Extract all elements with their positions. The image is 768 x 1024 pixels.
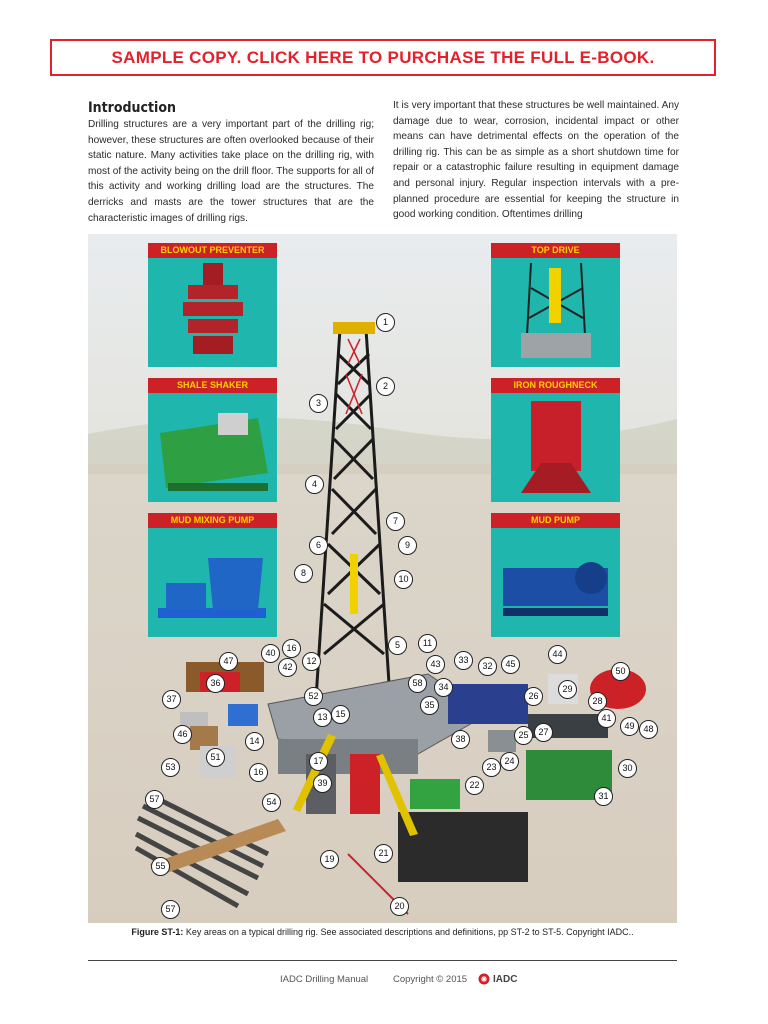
purchase-banner[interactable]: SAMPLE COPY. CLICK HERE TO PURCHASE THE FULL E-BOOK.: [50, 39, 716, 76]
panel-title: SHALE SHAKER: [148, 378, 277, 393]
callout-30: 30: [618, 759, 637, 778]
callout-5: 5: [388, 636, 407, 655]
callout-37: 37: [162, 690, 181, 709]
callout-45: 45: [501, 655, 520, 674]
callout-16a: 16: [282, 639, 301, 658]
intro-right-text: It is very important that these structures be well maintained. Any damage due to wear, corrosion, incidental impact or other means can have detrimental effects on the operation of the drilling rig. This can be as simple as a short shutdown time for repair or a catastrophic failure resulting in equipment damage and personal injury. Regular inspection intervals with a pre-planned procedure are essential for keeping the structure in good working condition. Oftentimes drilling: [393, 100, 679, 221]
callout-52: 52: [304, 687, 323, 706]
callout-47: 47: [219, 652, 238, 671]
iadc-logo-text: IADC: [493, 973, 518, 985]
callout-38: 38: [451, 730, 470, 749]
panel-shale-shaker: [148, 378, 277, 502]
callout-4: 4: [305, 475, 324, 494]
panel-title: IRON ROUGHNECK: [491, 378, 620, 393]
callout-35: 35: [420, 696, 439, 715]
callout-58: 58: [408, 674, 427, 693]
callout-1: 1: [376, 313, 395, 332]
callout-23: 23: [482, 758, 501, 777]
callout-19: 19: [320, 850, 339, 869]
callout-3: 3: [309, 394, 328, 413]
callout-57b: 57: [161, 900, 180, 919]
callout-43: 43: [426, 655, 445, 674]
callout-48: 48: [639, 720, 658, 739]
callout-49: 49: [620, 717, 639, 736]
callout-20: 20: [390, 897, 409, 916]
drilling-rig-figure: [88, 234, 677, 923]
callout-28: 28: [588, 692, 607, 711]
top-drive-icon: [491, 258, 620, 367]
panel-mud-pump: [491, 513, 620, 637]
callout-6: 6: [309, 536, 328, 555]
caption-label: Figure ST-1:: [131, 927, 184, 937]
callout-11: 11: [418, 634, 437, 653]
callout-53: 53: [161, 758, 180, 777]
callout-10: 10: [394, 570, 413, 589]
mud-pump-icon: [491, 528, 620, 637]
callout-40: 40: [261, 644, 280, 663]
callout-51: 51: [206, 748, 225, 767]
callout-42: 42: [278, 658, 297, 677]
intro-left-text: Drilling structures are a very important part of the drilling rig; however, these structures are often overlooked because of their static nature. Many activities take place on the drilling rig, with most of the activity being on the drill floor. The supports for all of this activity and working drilling load are the structures. The derricks and masts are the tower structures that are the characteristic images of drilling rigs.: [88, 119, 374, 224]
footer-copyright: Copyright © 2015: [393, 974, 468, 985]
callout-57a: 57: [145, 790, 164, 809]
callout-22: 22: [465, 776, 484, 795]
intro-left-column: [88, 100, 374, 226]
callout-9: 9: [398, 536, 417, 555]
callout-8: 8: [294, 564, 313, 583]
callout-13: 13: [313, 708, 332, 727]
mud-mixing-pump-icon: [148, 528, 277, 637]
footer-title: IADC Drilling Manual: [280, 974, 369, 985]
callout-2: 2: [376, 377, 395, 396]
callout-27: 27: [534, 723, 553, 742]
callout-44: 44: [548, 645, 567, 664]
panel-title: BLOWOUT PREVENTER: [148, 243, 277, 258]
page-footer: [0, 974, 768, 988]
callout-7: 7: [386, 512, 405, 531]
panel-blowout-preventer: [148, 243, 277, 367]
callout-54: 54: [262, 793, 281, 812]
callout-14: 14: [245, 732, 264, 751]
callout-12: 12: [302, 652, 321, 671]
iron-roughneck-icon: [491, 393, 620, 502]
callout-26: 26: [524, 687, 543, 706]
callout-31: 31: [594, 787, 613, 806]
callout-39: 39: [313, 774, 332, 793]
intro-right-column: [393, 98, 679, 223]
panel-title: MUD MIXING PUMP: [148, 513, 277, 528]
callout-34: 34: [434, 678, 453, 697]
callout-16b: 16: [249, 763, 268, 782]
callout-41: 41: [597, 709, 616, 728]
callout-36: 36: [206, 674, 225, 693]
blowout-preventer-icon: [148, 258, 277, 367]
callout-50: 50: [611, 662, 630, 681]
intro-heading: Introduction: [88, 100, 176, 116]
panel-title: TOP DRIVE: [491, 243, 620, 258]
callout-33: 33: [454, 651, 473, 670]
callout-29: 29: [558, 680, 577, 699]
callout-46: 46: [173, 725, 192, 744]
iadc-logo: [478, 973, 517, 985]
callout-24: 24: [500, 752, 519, 771]
callout-55: 55: [151, 857, 170, 876]
panel-top-drive: [491, 243, 620, 367]
shale-shaker-icon: [148, 393, 277, 502]
callout-17: 17: [309, 752, 328, 771]
panel-mud-mixing-pump: [148, 513, 277, 637]
caption-text: Key areas on a typical drilling rig. See associated descriptions and definitions, pp ST-2 to ST-5. Copyright IADC..: [183, 927, 634, 937]
callout-32: 32: [478, 657, 497, 676]
callout-25: 25: [514, 726, 533, 745]
panel-iron-roughneck: [491, 378, 620, 502]
figure-caption: [88, 927, 677, 937]
callout-21: 21: [374, 844, 393, 863]
panel-title: MUD PUMP: [491, 513, 620, 528]
callout-15: 15: [331, 705, 350, 724]
footer-rule: [88, 960, 677, 961]
iadc-logo-icon: [478, 973, 490, 985]
